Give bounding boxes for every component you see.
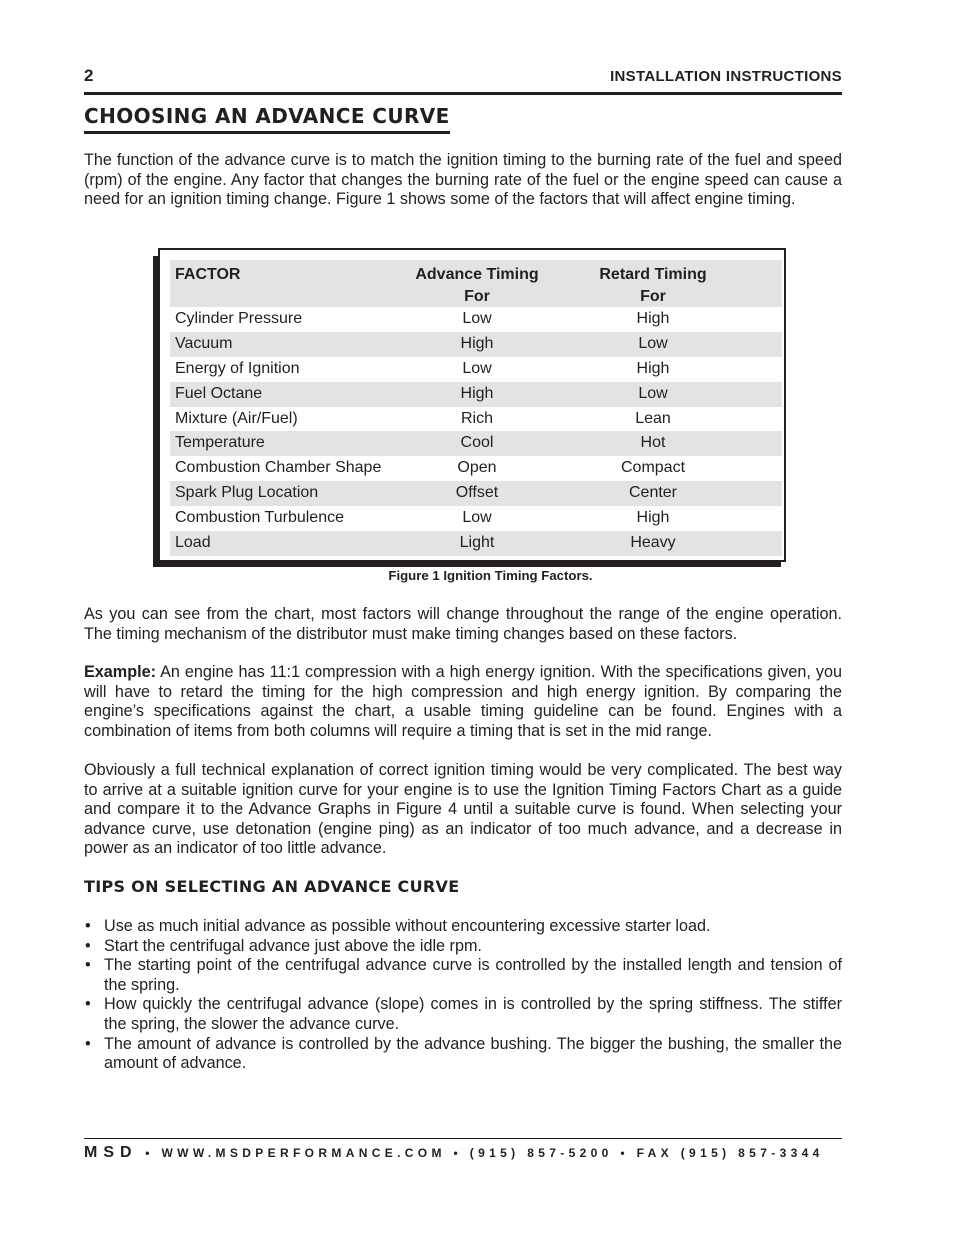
- tip-text: Start the centrifugal advance just above the idle rpm.: [104, 936, 482, 955]
- advance-cell: Light: [459, 534, 495, 552]
- advance-cell: Low: [462, 310, 492, 327]
- retard-cell: High: [636, 310, 670, 327]
- page-heading: CHOOSING AN ADVANCE CURVE: [84, 104, 450, 134]
- advance-cell: Cool: [460, 434, 494, 452]
- page-header: [84, 66, 842, 95]
- footer-contact: • WWW.MSDPERFORMANCE.COM • (915) 857-5200 • FAX (915) 857-3344: [137, 1146, 824, 1160]
- table-row: [170, 431, 782, 456]
- example-paragraph: [84, 663, 842, 741]
- table-body: [170, 260, 782, 556]
- factor-cell: Combustion Chamber Shape: [175, 459, 382, 477]
- factor-cell: Vacuum: [175, 334, 233, 352]
- table-row: [170, 357, 782, 382]
- section-title: INSTALLATION INSTRUCTIONS: [610, 68, 842, 85]
- factor-cell: Temperature: [175, 434, 265, 452]
- advance-cell: High: [460, 334, 494, 352]
- chart-explanation-paragraph: As you can see from the chart, most factors will change throughout the range of the engine operation. The timing mechanism of the distributor must make timing changes based on these factors.: [84, 605, 842, 643]
- header-advance-line1: Advance Timing: [415, 266, 539, 283]
- factor-cell: Spark Plug Location: [175, 484, 319, 502]
- table-header-row: [170, 260, 782, 307]
- tip-text: How quickly the centrifugal advance (slope) comes in is controlled by the spring stiffness. The stiffer the spring, the slower the advance curve.: [104, 995, 842, 1033]
- bullet: •: [85, 917, 91, 935]
- retard-cell: Hot: [640, 434, 666, 452]
- list-item: [84, 937, 842, 957]
- table-row: [170, 332, 782, 357]
- intro-paragraph: The function of the advance curve is to match the ignition timing to the burning rate of the fuel and speed (rpm) of the engine. Any factor that changes the burning rate of the fuel or the engine speed can cause a need for an ignition timing change. Figure 1 shows some of the factors that will affect engine timing.: [84, 151, 842, 209]
- header-retard-line2: For: [640, 288, 666, 305]
- table-row: [170, 506, 782, 531]
- timing-factors-table: [153, 248, 788, 566]
- factor-cell: Combustion Turbulence: [175, 509, 344, 527]
- table-row: [170, 407, 782, 432]
- footer-brand: MSD: [84, 1144, 138, 1161]
- advance-cell: Rich: [460, 409, 493, 427]
- header-factor: FACTOR: [175, 266, 241, 283]
- retard-cell: High: [636, 509, 670, 527]
- page-number: 2: [84, 66, 94, 85]
- factor-cell: Fuel Octane: [175, 384, 263, 402]
- table-row: [170, 481, 782, 506]
- figure-caption: Figure 1 Ignition Timing Factors.: [388, 568, 593, 583]
- retard-cell: Low: [638, 334, 668, 352]
- retard-cell: Compact: [620, 459, 686, 477]
- page-footer: [84, 1144, 842, 1162]
- footer-divider: [84, 1138, 842, 1139]
- table-row: [170, 531, 782, 556]
- explanation-paragraph: Obviously a full technical explanation of correct ignition timing would be very complicated. The best way to arrive at a suitable ignition curve for your engine is to use the Ignition Timing Factors Chart as a guide and compare it to the Advance Graphs in Figure 4 until a suitable curve is found. When selecting your advance curve, use detonation (engine ping) as an indicator of too much advance, and a decrease in power as an indicator of too little advance.: [84, 761, 842, 858]
- list-item: [84, 956, 842, 995]
- example-text: An engine has 11:1 compression with a high energy ignition. With the specifications given, you will have to retard the timing for the high compression and high energy ignition. By comparing the engine’s specifications against the chart, a usable timing guideline can be found. Engines with a combination of items from both columns will require a timing that is set in the mid range.: [84, 663, 842, 740]
- retard-cell: Low: [638, 384, 668, 402]
- advance-cell: High: [460, 384, 494, 402]
- tip-text: The starting point of the centrifugal advance curve is controlled by the installed length and tension of the spring.: [104, 956, 842, 994]
- advance-cell: Offset: [455, 484, 499, 502]
- tips-list: [84, 917, 842, 1074]
- advance-cell: Low: [462, 509, 492, 527]
- tips-heading: TIPS ON SELECTING AN ADVANCE CURVE: [84, 877, 460, 896]
- bullet: •: [85, 995, 91, 1014]
- example-label: Example:: [84, 663, 156, 681]
- bullet: •: [85, 1034, 91, 1053]
- table-row: [170, 456, 782, 481]
- factor-cell: Energy of Ignition: [175, 359, 300, 377]
- list-item: [84, 1035, 842, 1074]
- retard-cell: Heavy: [630, 534, 676, 552]
- factor-cell: Mixture (Air/Fuel): [175, 409, 298, 427]
- advance-cell: Low: [462, 359, 492, 377]
- tip-text: The amount of advance is controlled by the advance bushing. The bigger the bushing, the smaller the amount of advance.: [104, 1034, 842, 1073]
- header-retard: [568, 264, 738, 308]
- header-advance-line2: For: [464, 288, 490, 305]
- table-row: [170, 382, 782, 407]
- list-item: [84, 995, 842, 1034]
- retard-cell: High: [636, 359, 670, 377]
- tip-text: Use as much initial advance as possible without encountering excessive starter load.: [104, 917, 711, 935]
- bullet: •: [85, 936, 91, 955]
- factor-cell: Cylinder Pressure: [175, 310, 303, 327]
- header-retard-line1: Retard Timing: [599, 266, 707, 283]
- retard-cell: Lean: [635, 409, 671, 427]
- header-advance: [392, 264, 562, 308]
- table-row: [170, 307, 782, 332]
- factor-cell: Load: [175, 534, 211, 552]
- retard-cell: Center: [628, 484, 678, 502]
- list-item: [84, 917, 842, 937]
- advance-cell: Open: [457, 459, 497, 477]
- table-frame: [158, 248, 786, 562]
- bullet: •: [85, 956, 91, 975]
